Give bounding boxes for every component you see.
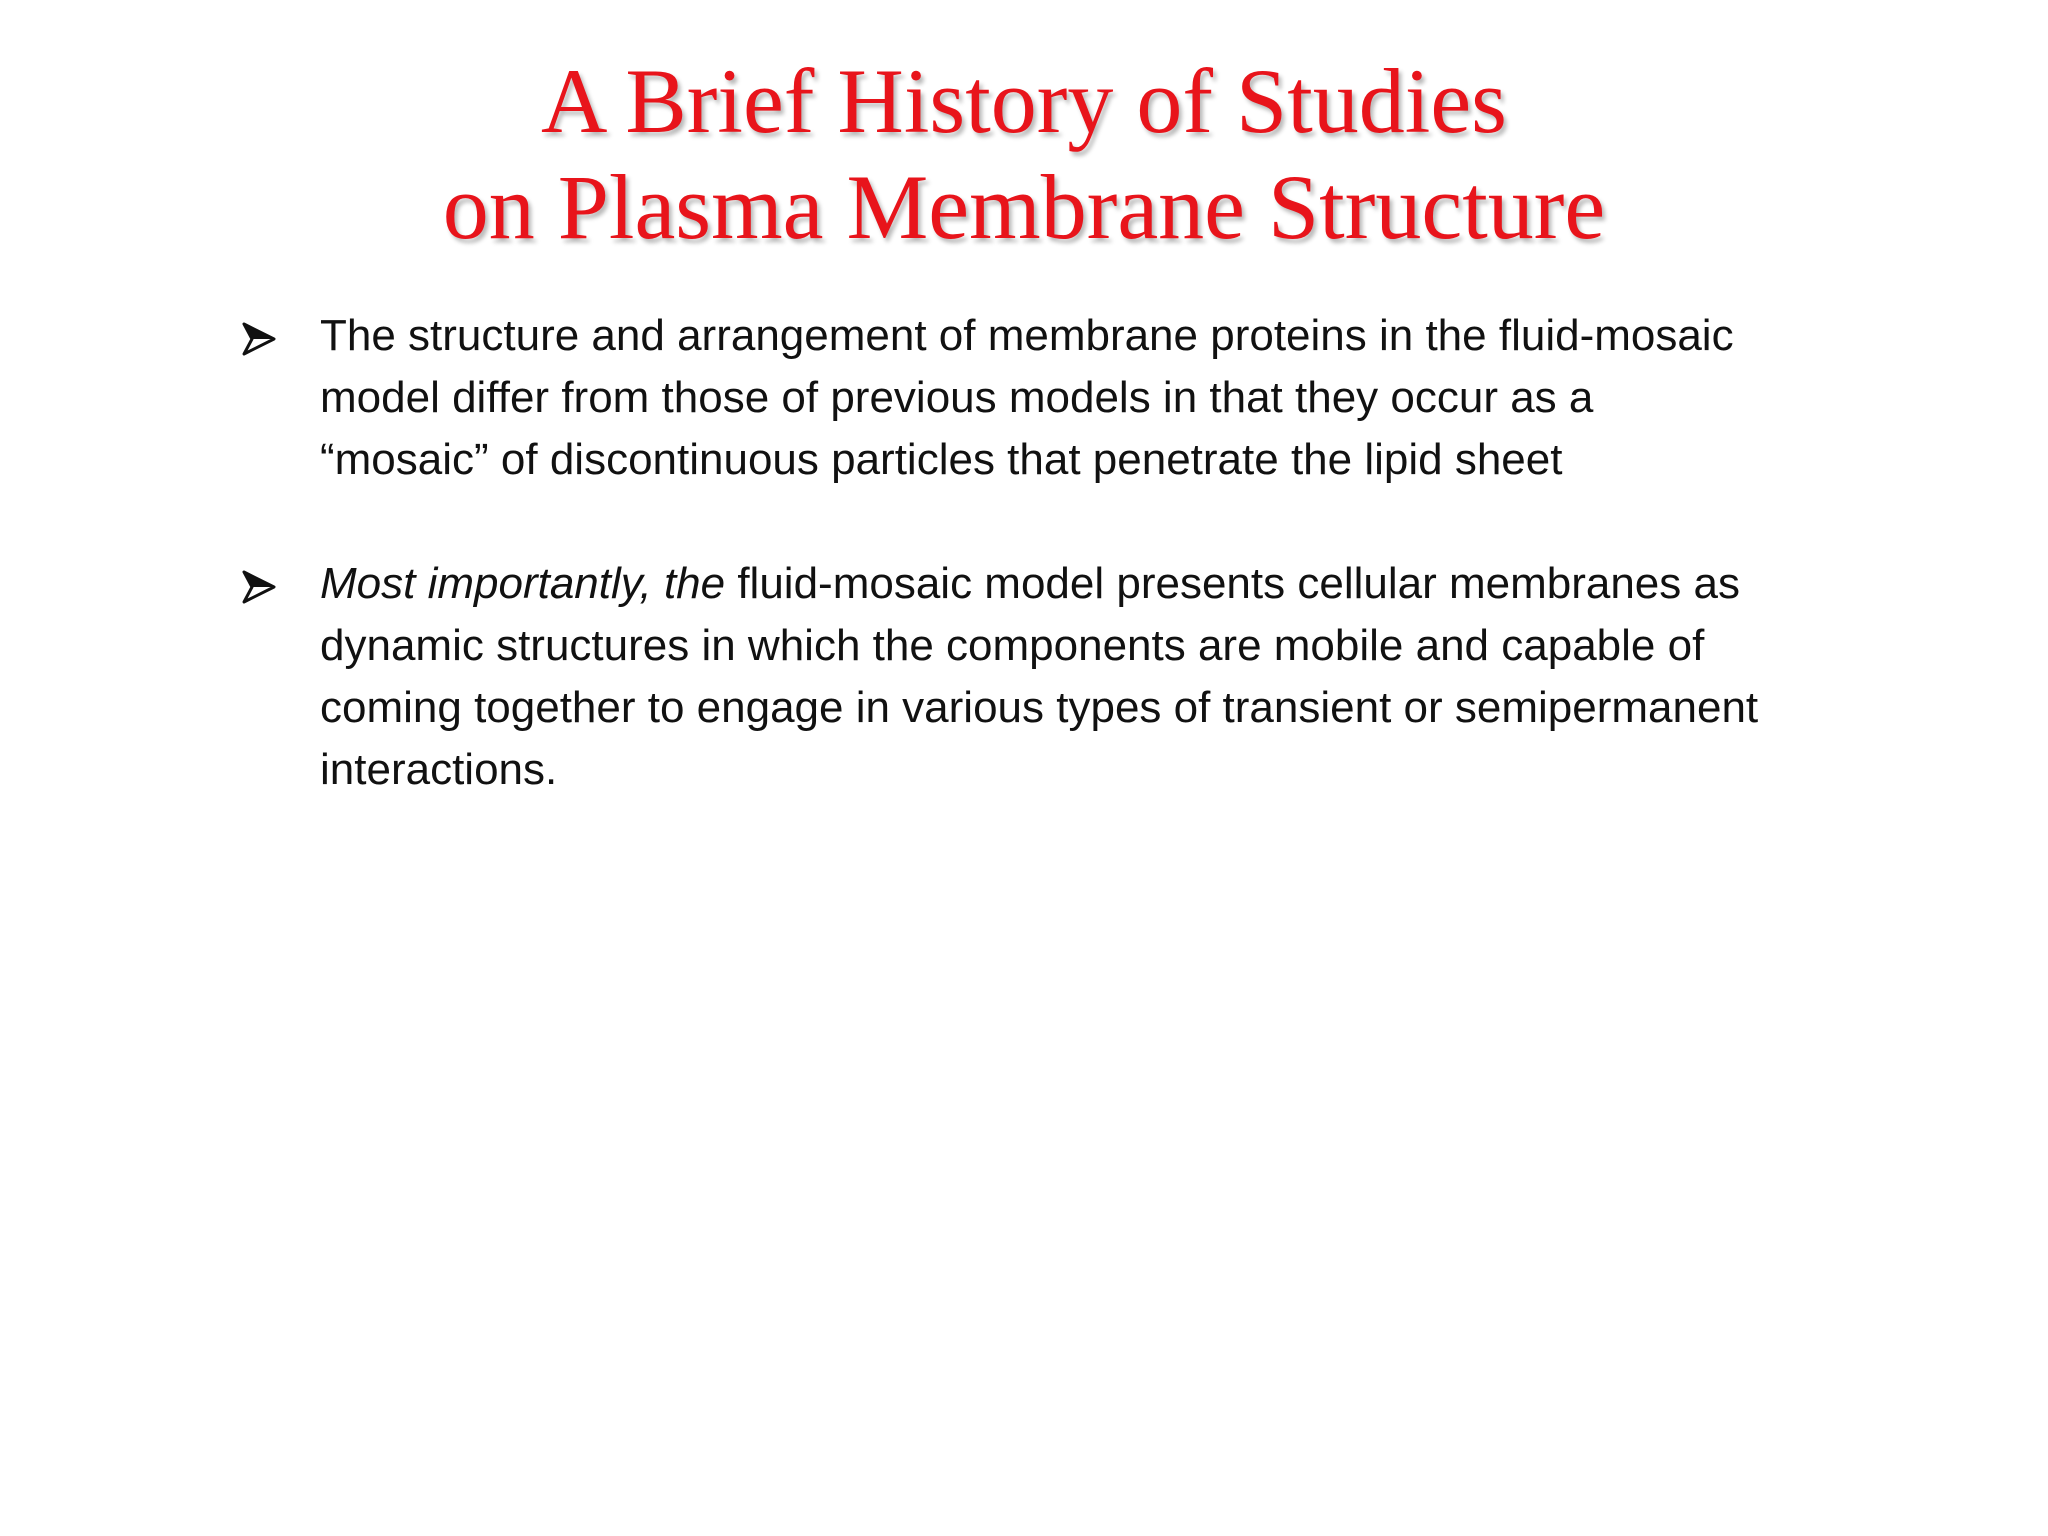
- bullet-text-2: [320, 553, 1936, 801]
- bullet-2-line-3: coming together to engage in various types of transient or semipermanent: [320, 683, 1759, 732]
- arrow-bullet-icon: [242, 322, 276, 356]
- arrow-bullet-icon: [242, 570, 276, 604]
- bullet-2-line-1: [320, 553, 1936, 615]
- bullet-item-2: [236, 553, 1936, 801]
- bullet-2-line-2: dynamic structures in which the components are mobile and capable of: [320, 621, 1705, 670]
- bullet-list: [236, 305, 1936, 863]
- title-line-2: on Plasma Membrane Structure: [442, 156, 1606, 258]
- title-line-1: A Brief History of Studies: [541, 50, 1507, 152]
- italic-lead: Most importantly, the: [320, 559, 726, 608]
- bullet-2-line-1-rest: fluid-mosaic model presents cellular membranes as: [725, 559, 1740, 608]
- slide-title: [0, 48, 2048, 260]
- bullet-1-line-2: model differ from those of previous models in that they occur as a: [320, 373, 1594, 422]
- bullet-1-line-3: “mosaic” of discontinuous particles that penetrate the lipid sheet: [320, 435, 1563, 484]
- bullet-1-line-1: The structure and arrangement of membrane proteins in the fluid-mosaic: [320, 311, 1734, 360]
- bullet-text-1: [320, 305, 1936, 491]
- bullet-2-line-4: interactions.: [320, 745, 558, 794]
- bullet-item-1: [236, 305, 1936, 491]
